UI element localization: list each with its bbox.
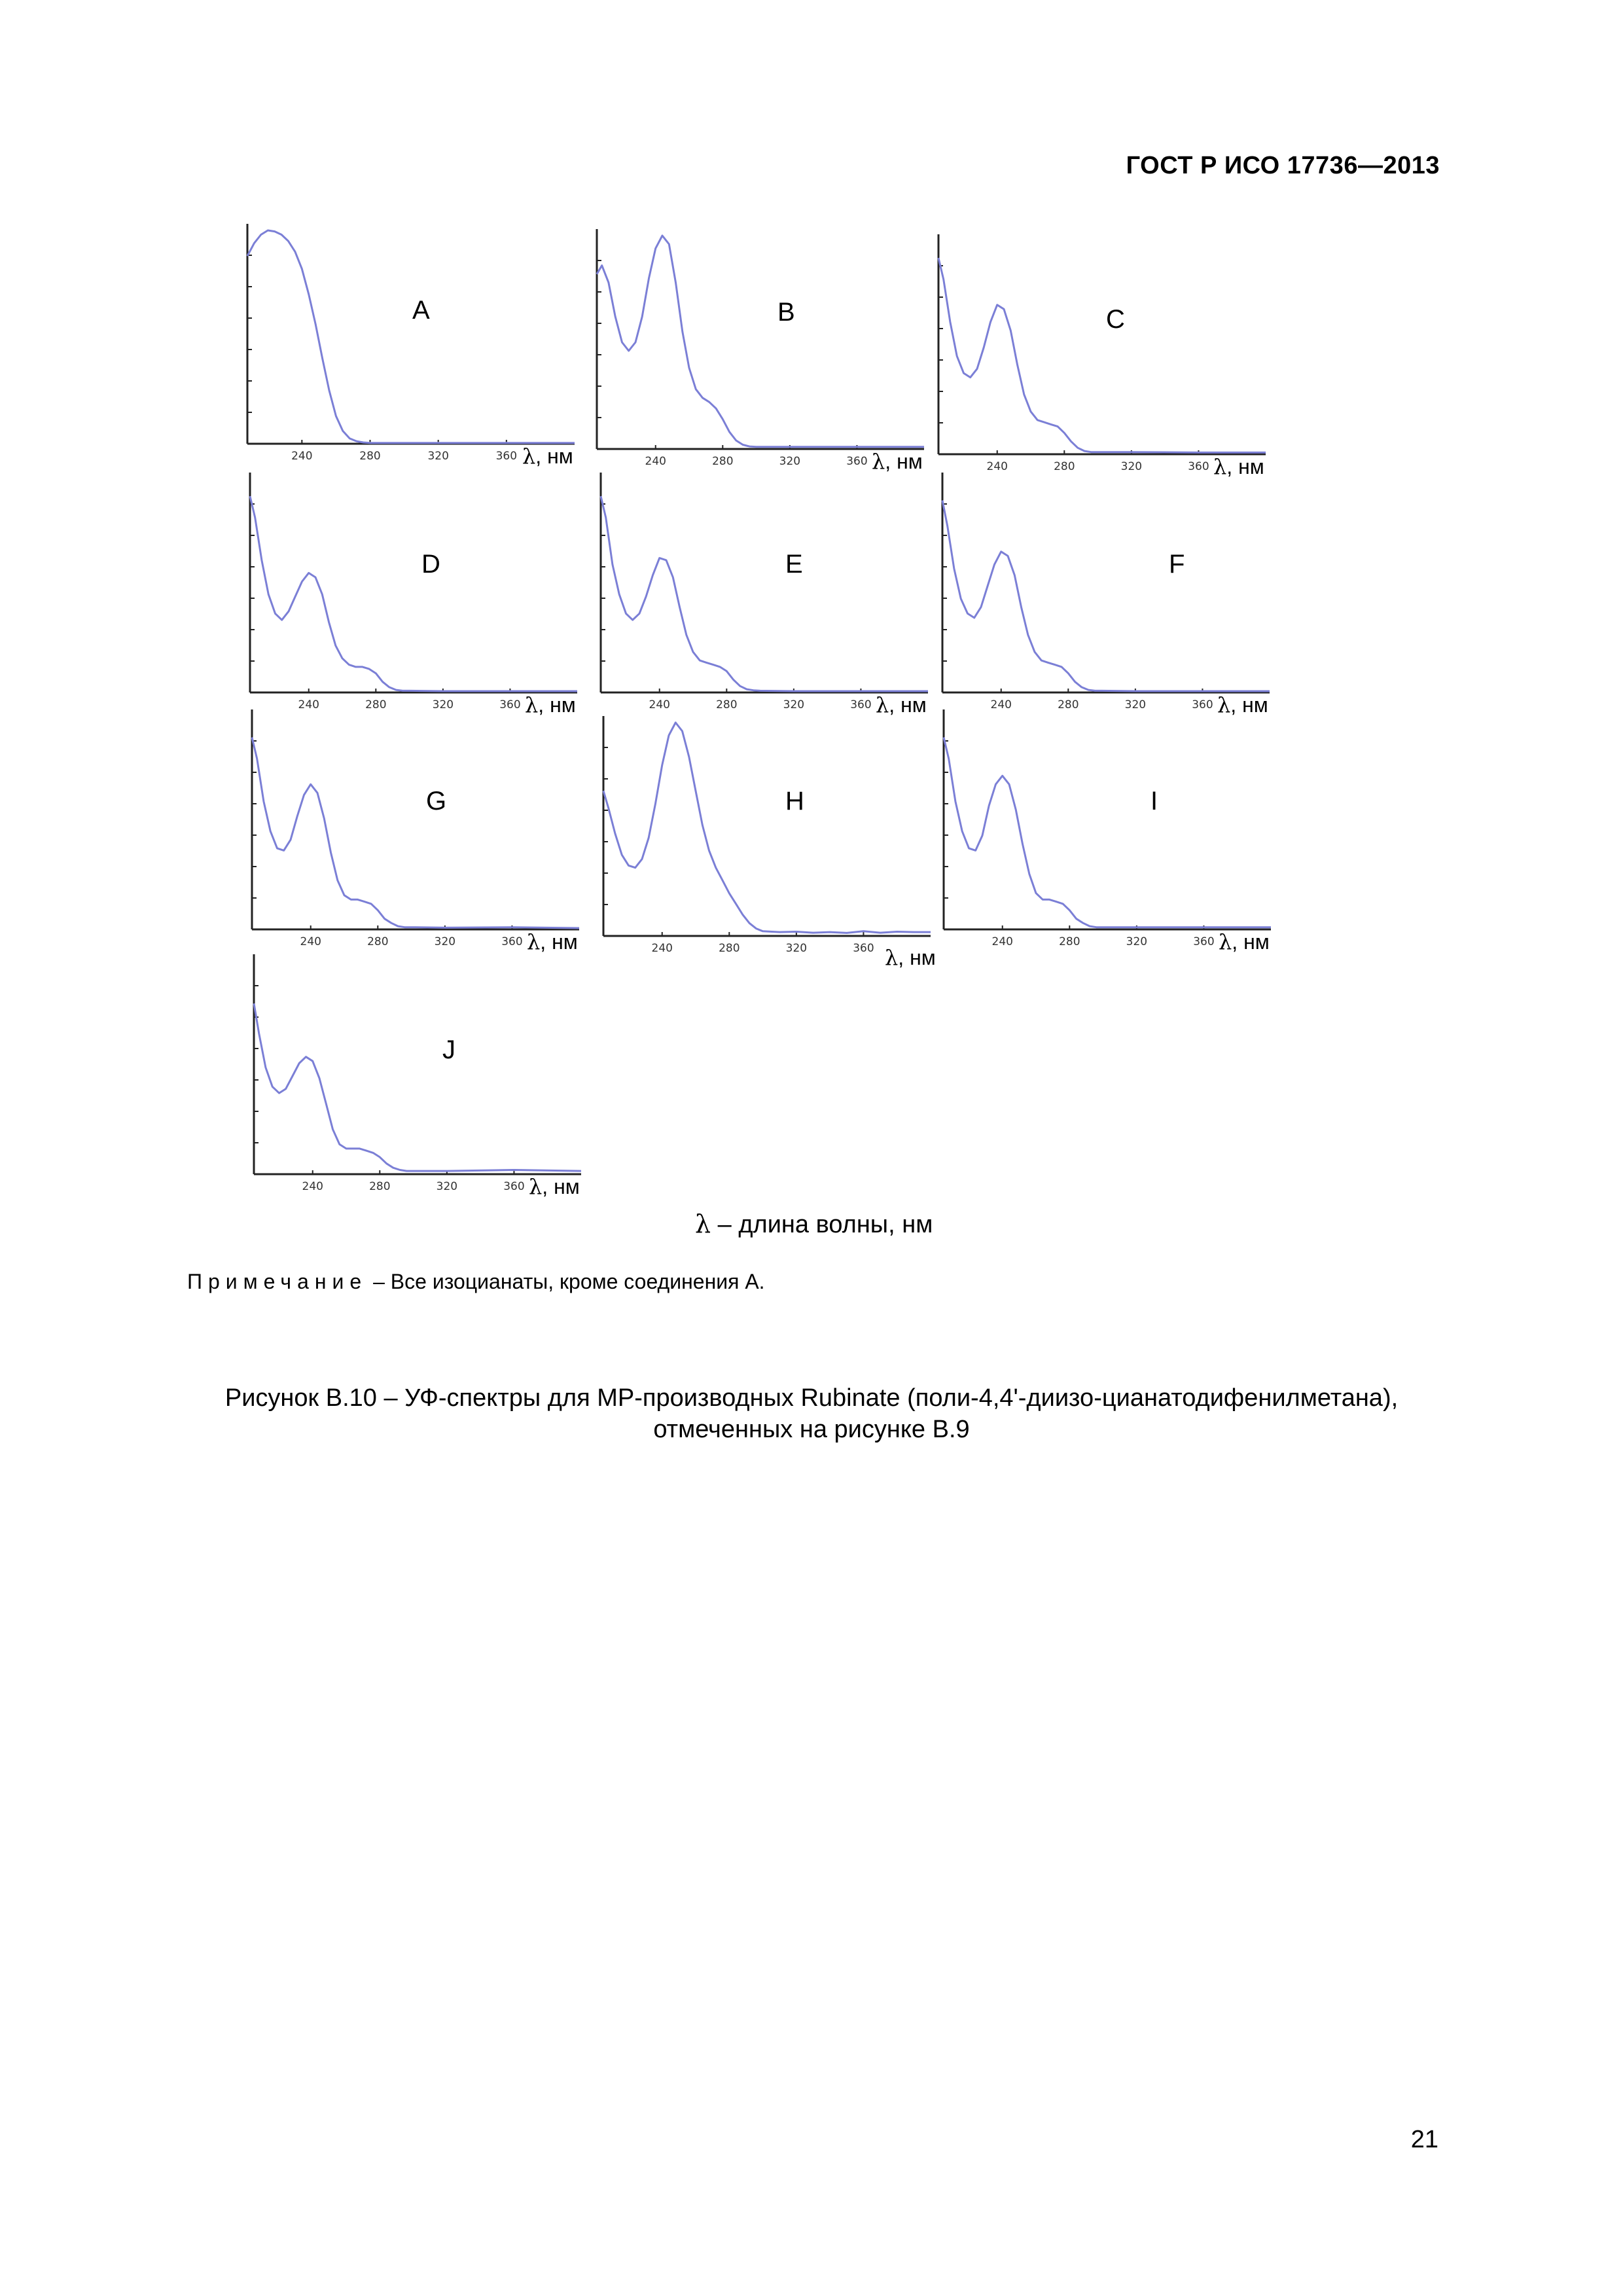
page-number: 21 [1410,2126,1438,2153]
x-tick-label: 320 [432,698,454,711]
spectrum-plot-f [942,473,1296,711]
lambda-symbol: λ [695,1210,711,1238]
x-axis-unit-label [1219,929,1270,954]
lambda-symbol: λ [872,449,885,474]
unit-suffix: , нм [535,444,573,468]
lambda-symbol: λ [1219,929,1232,954]
unit-suffix: , нм [898,946,936,969]
x-tick-label: 240 [300,935,321,948]
lambda-symbol: λ [876,692,889,717]
x-tick-label: 320 [1126,935,1148,948]
lambda-symbol: λ [527,929,541,954]
lambda-symbol: λ [525,692,539,717]
spectrum-curve [254,1003,581,1171]
x-tick-label: 320 [783,698,805,711]
unit-suffix: , нм [542,1175,580,1198]
panel-label: D [421,550,440,579]
panel-label: C [1106,305,1125,334]
spectrum-chart-d [250,473,603,717]
spectrum-chart-g [252,709,605,954]
spectrum-plot-e [601,473,954,711]
unit-suffix: , нм [889,693,927,717]
x-tick-label: 320 [436,1180,458,1193]
x-axis-unit-label [529,1174,580,1199]
x-tick-label: 280 [359,450,381,463]
spectrum-curve [252,738,579,928]
spectrum-plot-c [938,234,1292,473]
x-tick-label: 280 [719,942,740,955]
x-tick-label: 360 [503,1180,525,1193]
panel-label: A [412,296,430,325]
wavelength-caption [695,1210,933,1239]
panel-label: F [1169,550,1185,579]
spectrum-plot-d [250,473,603,711]
spectrum-curve [247,230,575,443]
spectrum-plot-h [603,716,957,955]
spectrum-curve [942,501,1270,691]
x-tick-label: 240 [990,698,1012,711]
note-text: – Все изоцианаты, кроме соединения А. [367,1270,765,1293]
x-tick-label: 360 [850,698,872,711]
figure-caption-line-2: отмеченных на рисунке В.9 [653,1416,970,1443]
x-tick-label: 240 [645,455,666,468]
spectrum-curve [601,496,928,691]
document-header: ГОСТ Р ИСО 17736—2013 [1126,152,1440,179]
figure-caption [92,1382,1531,1445]
unit-suffix: , нм [1230,693,1268,717]
wavelength-caption-text: – длина волны, нм [711,1211,933,1238]
panel-label: I [1150,787,1158,816]
spectrum-curve [603,723,931,933]
lambda-symbol: λ [885,945,899,970]
spectrum-curve [944,738,1271,927]
x-axis-unit-label [885,945,936,970]
x-axis-unit-label [876,692,927,717]
x-tick-label: 320 [427,450,449,463]
panel-label: E [785,550,803,579]
x-tick-label: 320 [1120,460,1143,473]
spectrum-chart-e [601,473,954,717]
unit-suffix: , нм [1232,930,1270,954]
unit-suffix: , нм [1226,455,1264,478]
x-tick-label: 320 [785,942,808,955]
x-tick-label: 360 [499,698,521,711]
spectrum-chart-f [942,473,1296,717]
x-axis-unit-label [522,444,573,469]
x-tick-label: 240 [991,935,1013,948]
spectrum-plot-g [252,709,605,948]
unit-suffix: , нм [540,930,578,954]
unit-suffix: , нм [885,450,923,473]
lambda-symbol: λ [529,1174,543,1199]
lambda-symbol: λ [522,444,536,469]
x-tick-label: 240 [651,942,673,955]
x-tick-label: 360 [1192,698,1213,711]
note-label: Примечание [187,1270,368,1293]
spectrum-chart-c [938,234,1292,479]
panel-label: B [777,298,795,327]
unit-suffix: , нм [538,693,576,717]
x-tick-label: 280 [367,935,389,948]
x-tick-label: 280 [369,1180,391,1193]
x-tick-label: 320 [434,935,456,948]
spectrum-curve [597,236,924,447]
x-tick-label: 360 [846,455,868,468]
x-tick-label: 360 [1188,460,1209,473]
x-tick-label: 280 [365,698,387,711]
spectrum-chart-h [603,716,957,970]
x-tick-label: 280 [1058,698,1079,711]
x-tick-label: 240 [298,698,319,711]
x-tick-label: 240 [986,460,1008,473]
x-tick-label: 280 [712,455,734,468]
spectrum-chart-j [254,954,607,1199]
lambda-symbol: λ [1217,692,1231,717]
spectrum-plot-i [944,709,1297,948]
x-tick-label: 320 [779,455,801,468]
spectrum-plot-b [597,229,950,468]
spectrum-chart-a [247,224,601,469]
x-tick-label: 280 [716,698,738,711]
spectrum-chart-i [944,709,1297,954]
panel-label: J [442,1035,455,1064]
spectrum-plot-a [247,224,601,463]
spectrum-curve [250,496,577,691]
x-tick-label: 360 [1193,935,1215,948]
x-tick-label: 320 [1124,698,1147,711]
lambda-symbol: λ [1213,454,1227,479]
x-tick-label: 280 [1059,935,1080,948]
panel-label: G [426,787,447,816]
figure-note [187,1270,765,1294]
figure-caption-line-1: Рисунок В.10 – УФ-спектры для МР-производных Rubinate (поли-4,4'-диизо-цианатодифенилметана), [224,1384,1399,1412]
x-tick-label: 360 [501,935,523,948]
spectrum-chart-b [597,229,950,474]
spectrum-plot-j [254,954,607,1193]
x-tick-label: 240 [649,698,670,711]
spectrum-curve [938,258,1266,452]
x-tick-label: 360 [495,450,518,463]
x-axis-unit-label [872,449,923,474]
x-tick-label: 240 [302,1180,323,1193]
x-axis-unit-label [527,929,578,954]
panel-label: H [785,787,804,816]
x-tick-label: 240 [291,450,313,463]
x-tick-label: 360 [853,942,874,955]
x-tick-label: 280 [1054,460,1075,473]
